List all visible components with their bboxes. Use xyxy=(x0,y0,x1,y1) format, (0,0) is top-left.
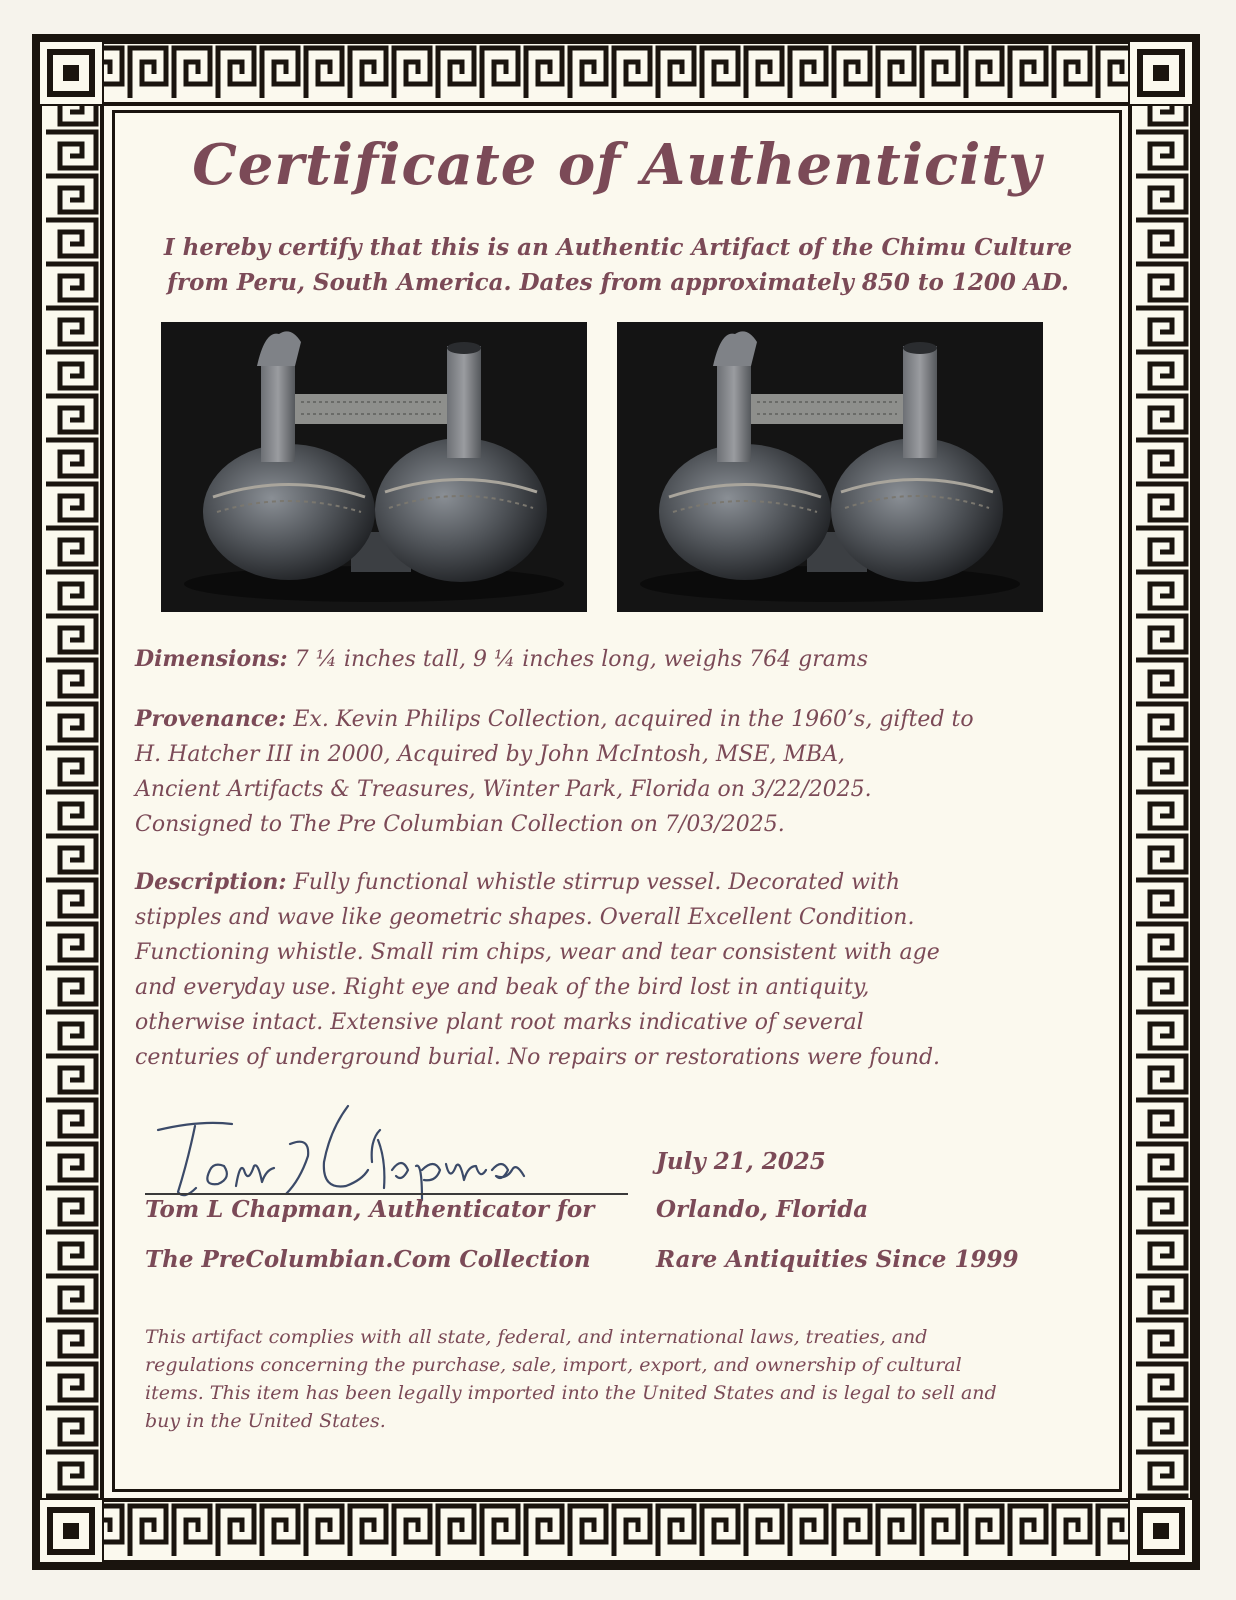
business-tagline: Rare Antiquities Since 1999 xyxy=(656,1246,1019,1273)
authenticator-name: Tom L Chapman, Authenticator for xyxy=(145,1196,595,1223)
greek-key-border-left xyxy=(38,40,104,1564)
artifact-photo-right xyxy=(617,322,1043,612)
description-line: Functioning whistle. Small rim chips, wear and tear consistent with age xyxy=(135,940,940,965)
certification-line: from Peru, South America. Dates from approximately 850 to 1200 AD. xyxy=(167,269,1069,296)
legal-compliance-statement xyxy=(145,1323,1095,1435)
certification-line: I hereby certify that this is an Authentic Artifact of the Chimu Culture xyxy=(163,234,1073,261)
certification-statement xyxy=(130,230,1106,300)
description-line: and everyday use. Right eye and beak of the bird lost in antiquity, xyxy=(135,975,870,1000)
provenance-line: Ex. Kevin Philips Collection, acquired in the 1960’s, gifted to xyxy=(286,707,974,732)
corner-ornament-top-left xyxy=(38,40,104,106)
legal-line: buy in the United States. xyxy=(145,1410,386,1432)
certificate-location: Orlando, Florida xyxy=(656,1196,869,1223)
description-line: Fully functional whistle stirrup vessel. Decorated with xyxy=(286,870,901,895)
corner-ornament-top-right xyxy=(1128,40,1194,106)
description-line: centuries of underground burial. No repairs or restorations were found. xyxy=(135,1045,941,1070)
greek-key-border-bottom xyxy=(38,1498,1194,1564)
corner-ornament-bottom-right xyxy=(1128,1498,1194,1564)
description-section xyxy=(135,865,1095,1075)
legal-line: items. This item has been legally imported into the United States and is legal to sell and xyxy=(145,1382,997,1404)
dimensions-section xyxy=(135,642,1095,677)
description-line: stipples and wave like geometric shapes. Overall Excellent Condition. xyxy=(135,905,915,930)
greek-key-border-top xyxy=(38,40,1194,106)
certificate-title: Certificate of Authenticity xyxy=(192,132,1042,198)
provenance-section xyxy=(135,702,1095,842)
dimensions-value: 7 ¼ inches tall, 9 ¼ inches long, weighs 764 grams xyxy=(287,647,869,672)
legal-line: This artifact complies with all state, federal, and international laws, treaties, and xyxy=(145,1326,928,1348)
greek-key-border-right xyxy=(1128,40,1194,1564)
certificate-date: July 21, 2025 xyxy=(656,1148,826,1175)
artifact-photo-left xyxy=(161,322,587,612)
signature-line xyxy=(145,1193,628,1195)
collection-name: The PreColumbian.Com Collection xyxy=(145,1246,591,1273)
provenance-line: Consigned to The Pre Columbian Collection on 7/03/2025. xyxy=(135,812,785,837)
provenance-line: Ancient Artifacts & Treasures, Winter Park, Florida on 3/22/2025. xyxy=(135,777,872,802)
provenance-label: Provenance: xyxy=(135,706,287,732)
description-line: otherwise intact. Extensive plant root marks indicative of several xyxy=(135,1010,864,1035)
description-label: Description: xyxy=(135,869,287,895)
provenance-line: H. Hatcher III in 2000, Acquired by John McIntosh, MSE, MBA, xyxy=(135,742,846,767)
dimensions-label: Dimensions: xyxy=(135,646,288,672)
corner-ornament-bottom-left xyxy=(38,1498,104,1564)
legal-line: regulations concerning the purchase, sale, import, export, and ownership of cultural xyxy=(145,1354,962,1376)
